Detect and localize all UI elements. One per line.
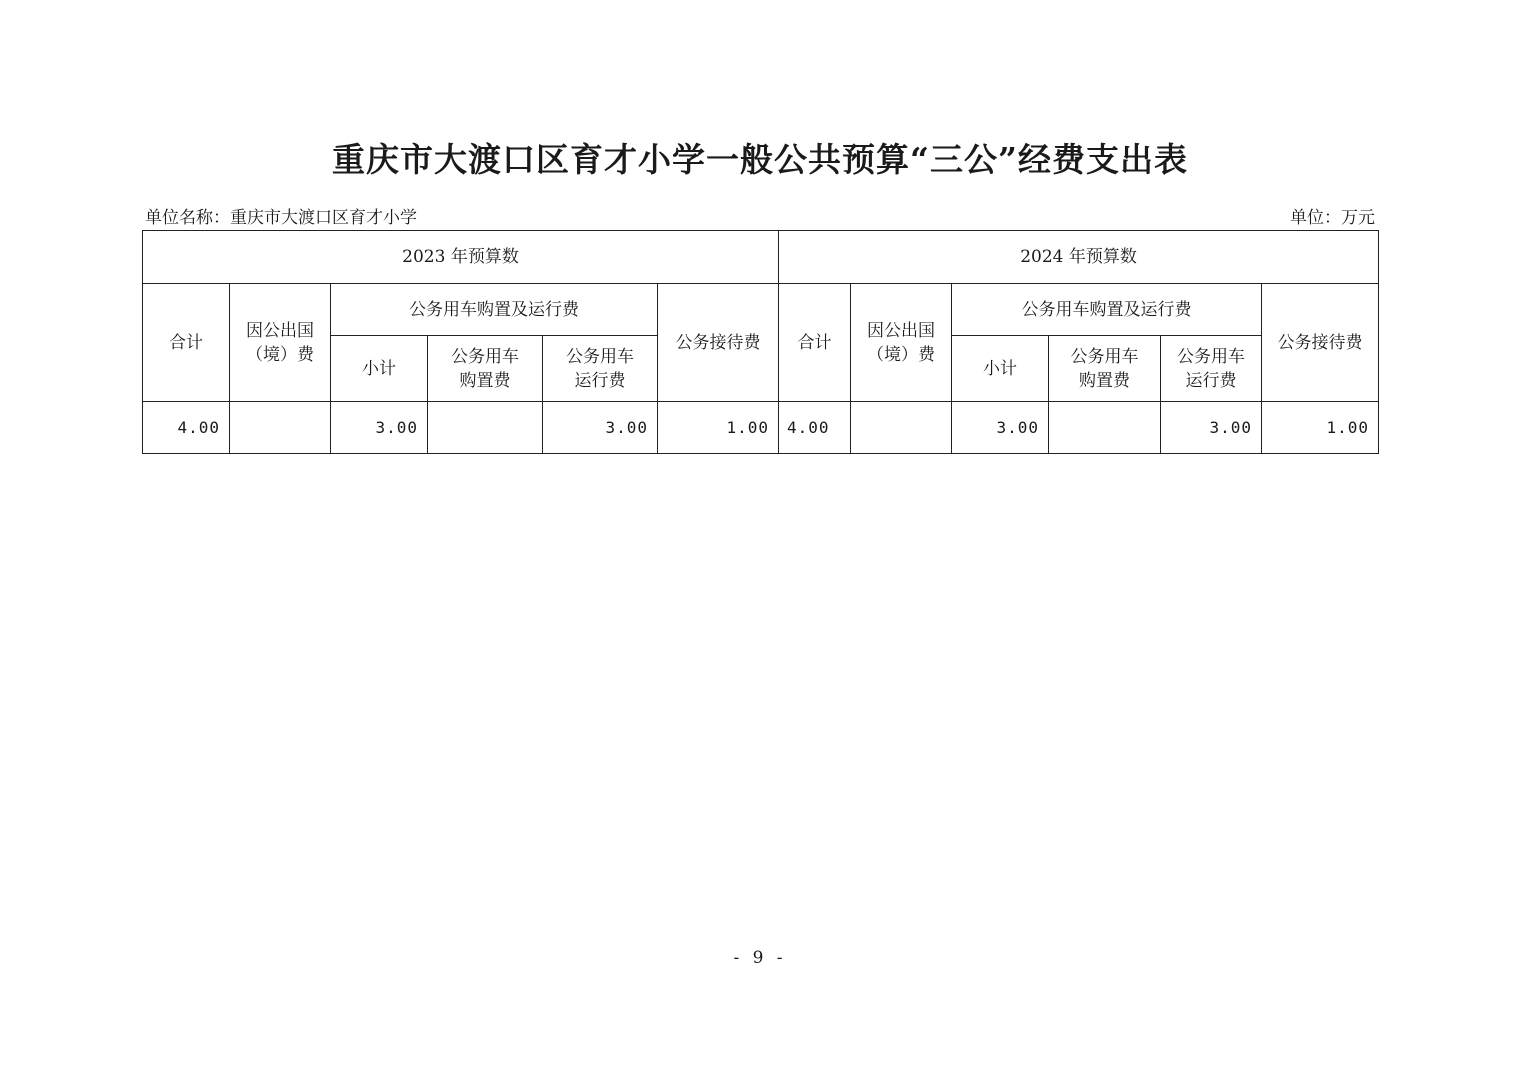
vehicle-purchase-header-2024: 公务用车购置费 (1049, 336, 1161, 402)
reception-2023: 1.00 (658, 402, 779, 454)
vehicle-purchase-2023 (428, 402, 543, 454)
vehicle-operation-header-2024: 公务用车运行费 (1161, 336, 1262, 402)
vehicle-operation-2024: 3.00 (1161, 402, 1262, 454)
three-public-expense-table (142, 230, 1379, 454)
vehicle-purchase-2024 (1049, 402, 1161, 454)
meta-row (143, 206, 1379, 230)
year-header-row (143, 231, 1379, 284)
subtotal-header-2024: 小计 (952, 336, 1049, 402)
data-row (143, 402, 1379, 454)
vehicle-group-header-2023: 公务用车购置及运行费 (331, 284, 658, 336)
vehicle-group-header-2024: 公务用车购置及运行费 (952, 284, 1262, 336)
abroad-header-2023: 因公出国（境）费 (230, 284, 331, 402)
abroad-2023 (230, 402, 331, 454)
year-2024-header: 2024 年预算数 (779, 231, 1379, 284)
column-header-row-1 (143, 284, 1379, 336)
page-title: 重庆市大渡口区育才小学一般公共预算“三公”经费支出表 (332, 140, 1188, 179)
subtotal-header-2023: 小计 (331, 336, 428, 402)
subtotal-2023: 3.00 (331, 402, 428, 454)
unit-name-label: 单位名称：重庆市大渡口区育才小学 (145, 208, 417, 228)
unit-label: 单位：万元 (1290, 208, 1375, 228)
vehicle-operation-2023: 3.00 (543, 402, 658, 454)
page-number: - 9 - (733, 948, 787, 968)
subtotal-2024: 3.00 (952, 402, 1049, 454)
total-header-2024: 合计 (779, 284, 851, 402)
reception-header-2024: 公务接待费 (1262, 284, 1379, 402)
vehicle-operation-header-2023: 公务用车运行费 (543, 336, 658, 402)
total-2023: 4.00 (143, 402, 230, 454)
reception-2024: 1.00 (1262, 402, 1379, 454)
reception-header-2023: 公务接待费 (658, 284, 779, 402)
abroad-header-2024: 因公出国（境）费 (851, 284, 952, 402)
vehicle-purchase-header-2023: 公务用车购置费 (428, 336, 543, 402)
total-2024: 4.00 (779, 402, 851, 454)
total-header-2023: 合计 (143, 284, 230, 402)
abroad-2024 (851, 402, 952, 454)
year-2023-header: 2023 年预算数 (143, 231, 779, 284)
